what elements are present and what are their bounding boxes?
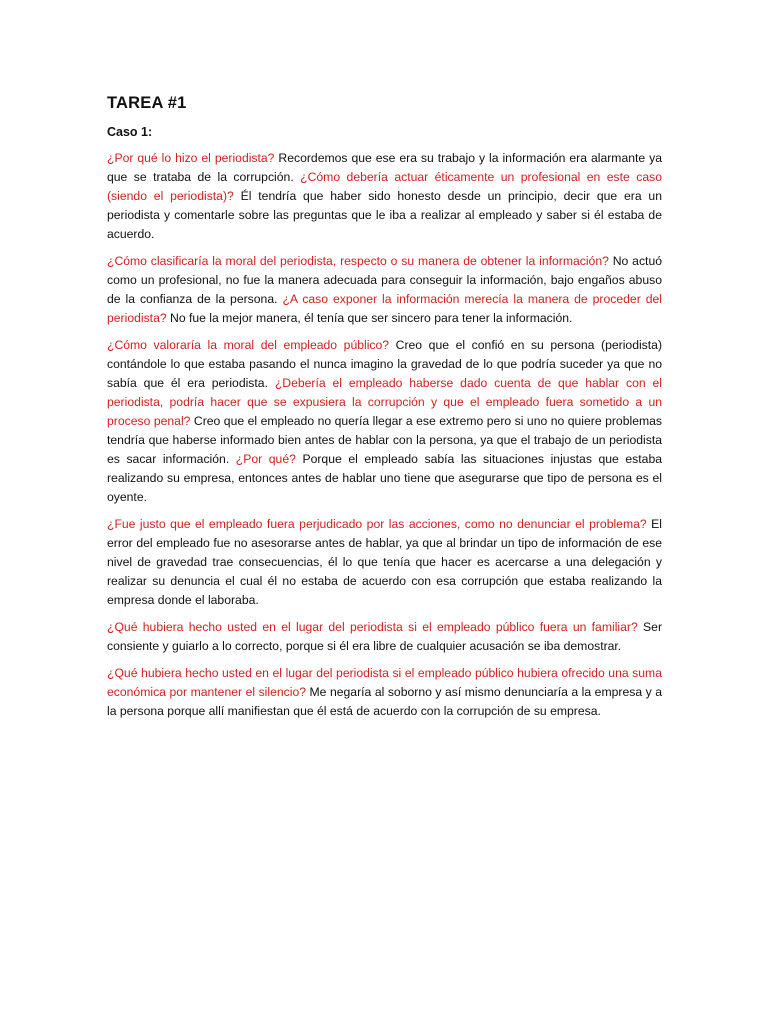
answer-text: Porque el empleado sabía las situaciones injustas que estaba realizando su empresa, entonces antes de hablar uno tiene que asegurarse que tipo de persona es el oyente.: [107, 452, 662, 504]
question-text: ¿Cómo valoraría la moral del empleado público?: [107, 338, 390, 352]
question-text: ¿Qué hubiera hecho usted en el lugar del periodista si el empleado público fuera un familiar?: [107, 620, 638, 634]
answer-text: Recordemos que ese era su trabajo y la información era alarmante ya que se trataba de la corrupción.: [107, 151, 662, 184]
paragraph: [107, 149, 662, 244]
question-text: ¿Por qué lo hizo el periodista?: [107, 151, 275, 165]
question-text: ¿Debería el empleado haberse dado cuenta de que hablar con el periodista, podría hacer que se expusiera la corrupción y que el empleado fuera sometido a un proceso penal?: [107, 376, 662, 428]
paragraph: [107, 664, 662, 721]
answer-text: Creo que el empleado no quería llegar a ese extremo pero si uno no quiere problemas tendría que haberse informado bien antes de hablar con la persona, ya que el trabajo de un periodista es sacar información.: [107, 414, 663, 466]
paragraphs-container: [107, 149, 662, 721]
answer-text: Me negaría al soborno y así mismo denunciaría a la empresa y a la persona porque allí manifiestan que él está de acuerdo con la corrupción de su empresa.: [107, 685, 662, 718]
paragraph: [107, 618, 662, 656]
paragraph: [107, 515, 662, 610]
answer-text: El error del empleado fue no asesorarse antes de hablar, ya que al brindar un tipo de información de ese nivel de gravedad trae consecuencias, él lo que tenía que hacer es acercarse a una delegación y realizar su denuncia el cual él no estaba de acuerdo con esa corrupción que estaba realizando la empresa donde el laboraba.: [107, 517, 662, 607]
paragraph: [107, 336, 662, 507]
answer-text: Él tendría que haber sido honesto desde un principio, decir que era un periodista y comentarle sobre las preguntas que le iba a realizar al empleado y saber si él estaba de acuerdo.: [107, 189, 662, 241]
answer-text: No actuó como un profesional, no fue la manera adecuada para conseguir la información, bajo engaños abuso de la confianza de la persona.: [107, 254, 662, 306]
answer-text: Creo que el confió en su persona (periodista) contándole lo que estaba pasando el nunca imagino la gravedad de lo que podría suceder ya que no sabía que él era periodista.: [107, 338, 662, 390]
paragraph: [107, 252, 662, 328]
answer-text: No fue la mejor manera, él tenía que ser sincero para tener la información.: [166, 311, 573, 325]
case-label: Caso 1:: [107, 125, 153, 139]
document-title: TAREA #1: [107, 94, 187, 112]
question-text: ¿A caso exponer la información merecía la manera de proceder del periodista?: [107, 292, 662, 325]
question-text: ¿Cómo clasificaría la moral del periodista, respecto o su manera de obtener la información?: [107, 254, 609, 268]
question-text: ¿Cómo debería actuar éticamente un profesional en este caso (siendo el periodista)?: [107, 170, 663, 203]
question-text: ¿Por qué?: [235, 452, 296, 466]
question-text: ¿Qué hubiera hecho usted en el lugar del periodista si el empleado público hubiera ofrecido una suma económica por mantener el silencio?: [107, 666, 662, 699]
answer-text: Ser consiente y guiarlo a lo correcto, porque si él era libre de cualquier acusación se iba demostrar.: [107, 620, 662, 653]
question-text: ¿Fue justo que el empleado fuera perjudicado por las acciones, como no denunciar el problema?: [107, 517, 647, 531]
